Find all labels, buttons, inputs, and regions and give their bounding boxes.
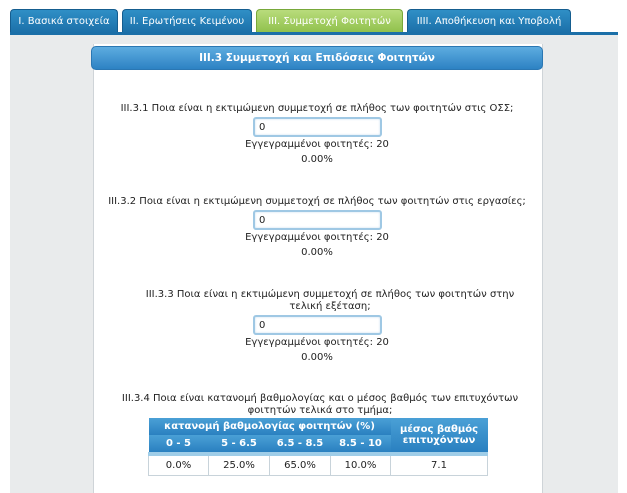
mean-grade-cell: 7.1 [391, 454, 488, 476]
grade-range-header: 6.5 - 8.5 [270, 435, 331, 454]
question-3-1: III.3.1 Ποια είναι η εκτιμώμενη συμμετοχή σε πλήθος των φοιτητών στις ΟΣΣ; [120, 103, 514, 114]
section-title: III.3 Συμμετοχή και Επιδόσεις Φοιτητών [91, 46, 543, 70]
participation-oss-input[interactable] [253, 117, 382, 137]
enrolled-students-3: Εγγεγραμμένοι φοιτητές: 20 [245, 337, 389, 348]
grade-distribution-header: κατανομή βαθμολογίας φοιτητών (%) [149, 418, 391, 435]
question-3-3: III.3.3 Ποια είναι η εκτιμώμενη συμμετοχή σε πλήθος των φοιτητών στην τελική εξέταση; [145, 289, 515, 312]
enrolled-students-2: Εγγεγραμμένοι φοιτητές: 20 [245, 232, 389, 243]
participation-exam-input[interactable] [253, 315, 382, 335]
grade-percent-cell: 0.0% [149, 454, 209, 476]
tab-text-questions[interactable]: II. Ερωτήσεις Κειμένου [122, 9, 252, 33]
percent-3: 0.00% [301, 352, 333, 363]
percent-2: 0.00% [301, 247, 333, 258]
grade-distribution-table [148, 418, 488, 476]
grade-range-header: 5 - 6.5 [209, 435, 270, 454]
grade-percent-cell: 65.0% [270, 454, 331, 476]
mean-grade-header: μέσος βαθμός επιτυχόντων [391, 418, 488, 454]
tab-basic-info[interactable]: I. Βασικά στοιχεία [10, 9, 118, 33]
tab-save-submit[interactable]: IIII. Αποθήκευση και Υποβολή [407, 9, 571, 33]
tab-student-participation[interactable]: III. Συμμετοχή Φοιτητών [256, 9, 403, 33]
percent-1: 0.00% [301, 154, 333, 165]
tab-bar [10, 9, 618, 33]
grade-range-header: 8.5 - 10 [331, 435, 391, 454]
question-3-4: III.3.4 Ποια είναι κατανομή βαθμολογίας και ο μέσος βαθμός των επιτυχόντων φοιτητών τελικά στο τμήμα; [121, 393, 519, 416]
grade-range-header: 0 - 5 [149, 435, 209, 454]
grade-percent-cell: 25.0% [209, 454, 270, 476]
participation-assignments-input[interactable] [253, 210, 382, 230]
question-3-2: III.3.2 Ποια είναι η εκτιμώμενη συμμετοχή σε πλήθος των φοιτητών στις εργασίες; [108, 196, 526, 207]
enrolled-students-1: Εγγεγραμμένοι φοιτητές: 20 [245, 139, 389, 150]
grade-percent-cell: 10.0% [331, 454, 391, 476]
